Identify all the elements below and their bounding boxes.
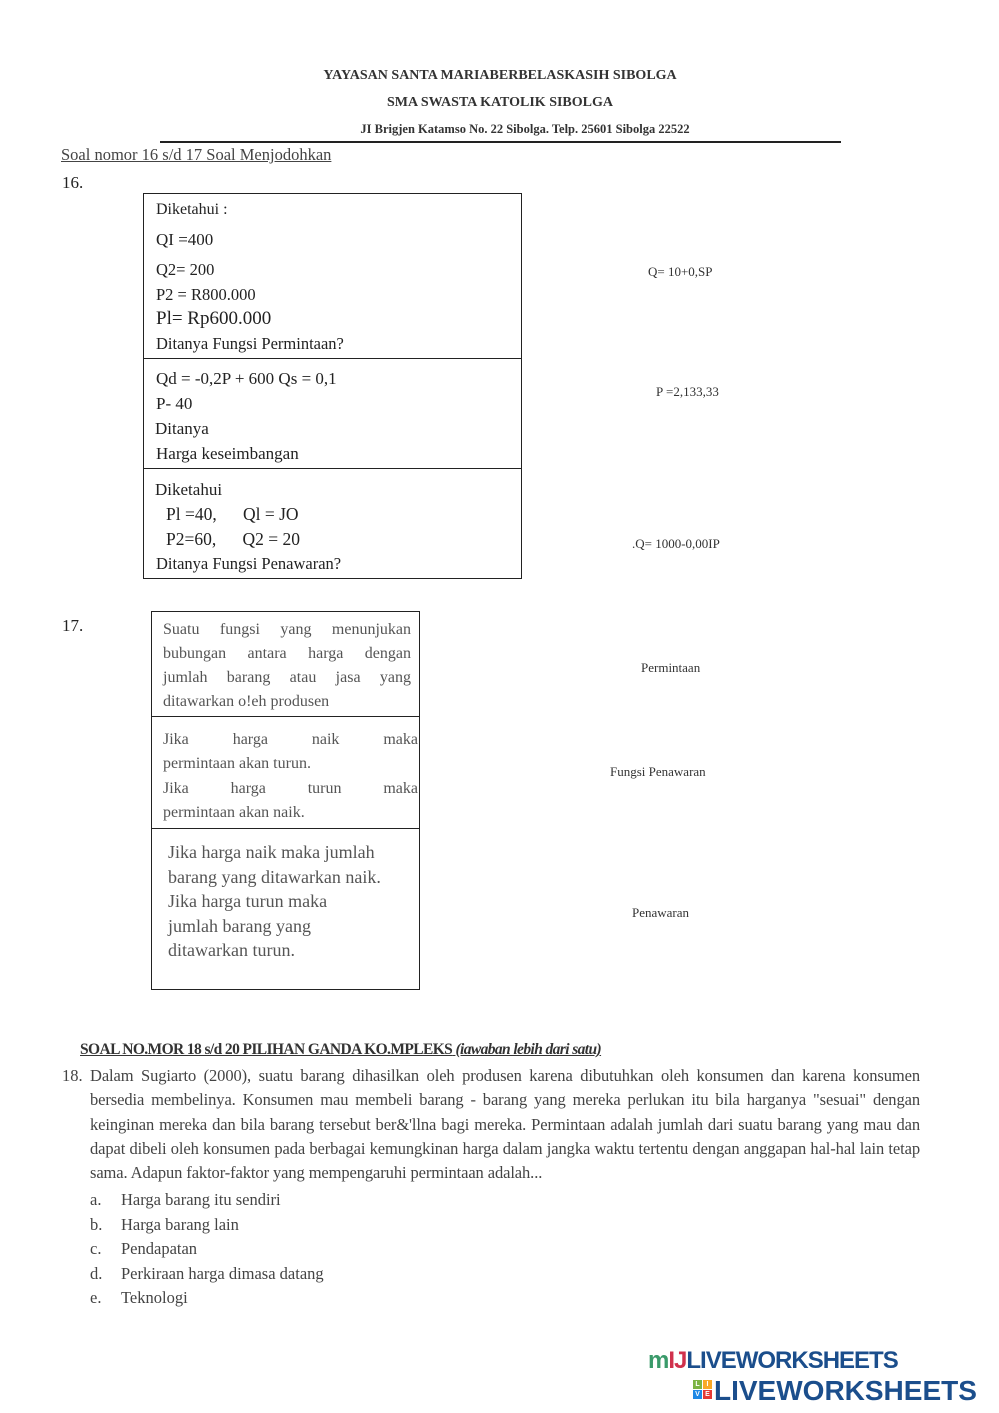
- q17-box1-line: ditawarkan o!eh produsen: [163, 693, 330, 710]
- q17-answer-option[interactable]: Permintaan: [641, 660, 701, 675]
- q18-body: [90, 1064, 920, 1311]
- school-name: SMA SWASTA KATOLIK SIBOLGA: [386, 95, 614, 110]
- section2-title: [80, 1040, 601, 1060]
- q17-box3-line: Jika harga turun maka: [168, 891, 328, 911]
- q16-box1-line: QI =400: [156, 230, 214, 249]
- q17-box1-line: Suatu fungsi yang menunjukan: [163, 621, 411, 638]
- q16-box1-line: Diketahui :: [156, 201, 228, 218]
- q17-box3-line: jumlah barang yang: [168, 916, 311, 936]
- section2-subtitle: (iawaban lebih dari satu): [455, 1041, 602, 1058]
- header-rule: [160, 141, 841, 143]
- section1-title: Soal nomor 16 s/d 17 Soal Menjodohkan: [61, 145, 332, 164]
- option-text: Harga barang itu sendiri: [121, 1190, 281, 1210]
- q17-box3-line: Jika harga naik maka jumlah: [168, 842, 375, 862]
- question-number-17: 17.: [62, 616, 84, 635]
- q17-box2-line: Jika harga turun maka: [163, 780, 418, 797]
- option-letter: d.: [90, 1263, 103, 1283]
- option-letter: c.: [90, 1239, 102, 1259]
- q16-box3-line: Pl =40, Ql = JO: [166, 504, 299, 524]
- foundation-name: YAYASAN SANTA MARIABERBELASKASIH SIBOLGA: [323, 68, 677, 83]
- option-text: Teknologi: [121, 1288, 188, 1308]
- q16-box1-line: Pl= Rp600.000: [156, 308, 272, 329]
- live-badge-icon: L I V E: [693, 1380, 712, 1399]
- q17-box3-line: barang yang ditawarkan naik.: [168, 867, 381, 887]
- section2-title-text: SOAL NO.MOR 18 s/d 20 PILIHAN GANDA KO.MPLEKS: [80, 1041, 453, 1058]
- q18-question-text: Dalam Sugiarto (2000), suatu barang dihasilkan oleh produsen karena dibutuhkan oleh konsumen dan karena konsumen bersedia membelinya. Konsumen mau membeli barang - barang yang mereka perlukan itu bila harganya "sesuai" dengan keinginan mereka dan bila barang tersebut ber&'llna bagi mereka. Permintaan adalah jumlah dari suatu barang yang mau dan dapat dibeli oleh konsumen pada berbagai kemungkinan harga dalam jangka waktu tertentu dengan anggapan hal-hal lain tetap sama. Adapun faktor-faktor yang mempengaruhi permintaan adalah...: [90, 1066, 920, 1183]
- q16-box1-line: Q2= 200: [156, 260, 215, 279]
- q16-box1-line: P2 = R800.000: [156, 285, 256, 304]
- question-number-18: 18.: [62, 1066, 83, 1085]
- liveworksheets-logo-bottom: LIVEWORKSHEETS: [714, 1375, 977, 1406]
- option-letter: e.: [90, 1288, 102, 1308]
- q17-box1-line: bubungan antara harga dengan: [163, 645, 411, 662]
- q18-option-a[interactable]: [90, 1188, 920, 1213]
- liveworksheets-logo-top: mIJLIVEWORKSHEETS: [648, 1347, 898, 1374]
- q17-box1-line: jumlah barang atau jasa yang: [163, 669, 411, 686]
- option-text: Pendapatan: [121, 1239, 198, 1259]
- q17-box3-line: ditawarkan turun.: [168, 940, 295, 960]
- q16-answer-option[interactable]: .Q= 1000-0,00IP: [632, 536, 720, 551]
- option-letter: a.: [90, 1190, 102, 1210]
- q16-box3-line: Ditanya Fungsi Penawaran?: [156, 554, 342, 573]
- q16-box3-line: Diketahui: [155, 480, 223, 499]
- q17-answer-option[interactable]: Penawaran: [632, 905, 690, 920]
- question-number-16: 16.: [62, 173, 84, 192]
- q16-box3-line: P2=60, Q2 = 20: [166, 529, 300, 549]
- q18-option-d[interactable]: [90, 1262, 920, 1287]
- option-text: Perkiraan harga dimasa datang: [121, 1263, 324, 1283]
- q18-option-b[interactable]: [90, 1213, 920, 1238]
- school-address: JI Brigjen Katamso No. 22 Sibolga. Telp. 25601 Sibolga 22522: [360, 122, 690, 136]
- q18-option-c[interactable]: [90, 1237, 920, 1262]
- q16-answer-option[interactable]: P =2,133,33: [656, 384, 719, 399]
- q17-box2-line: permintaan akan naik.: [163, 804, 305, 821]
- q17-box2-line: permintaan akan turun.: [163, 755, 311, 772]
- q16-box2-line: Harga keseimbangan: [156, 444, 299, 463]
- q16-box2-line: Ditanya: [155, 419, 209, 438]
- q16-box1-line: Ditanya Fungsi Permintaan?: [156, 334, 344, 353]
- option-letter: b.: [90, 1214, 103, 1234]
- q18-option-e[interactable]: [90, 1286, 920, 1311]
- q17-answer-option[interactable]: Fungsi Penawaran: [610, 764, 706, 779]
- q16-box2-line: P- 40: [156, 394, 193, 413]
- q17-box2-line: Jika harga naik maka: [163, 731, 418, 748]
- q16-answer-option[interactable]: Q= 10+0,SP: [648, 264, 713, 279]
- option-text: Harga barang lain: [121, 1214, 239, 1234]
- q16-box2-line: Qd = -0,2P + 600 Qs = 0,1: [156, 369, 337, 388]
